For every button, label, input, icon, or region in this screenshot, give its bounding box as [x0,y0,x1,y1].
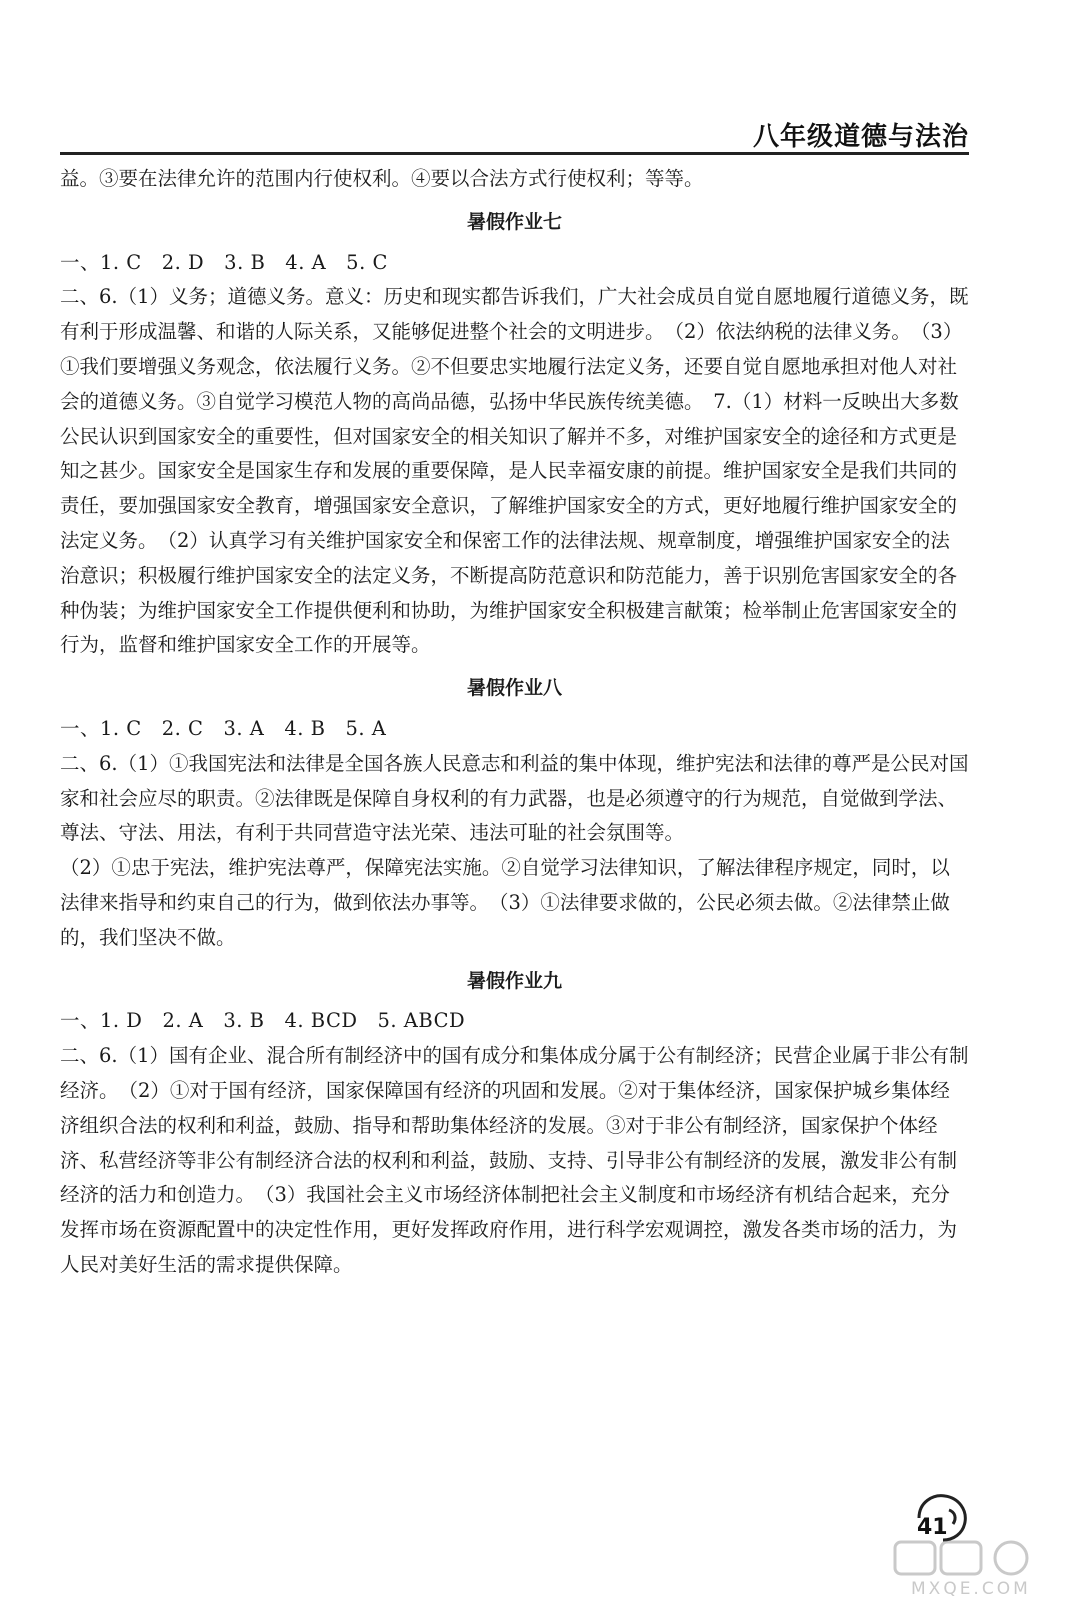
mc-answers-7: 一、1. C 2. D 3. B 4. A 5. C [60,250,388,274]
answer-paragraph-9: 二、6.（1）国有企业、混合所有制经济中的国有成分和集体成分属于公有制经济；民营企业属于非公有制经济。 （2）①对于国有经济，国家保障国有经济的巩固和发展。②对于集体经济，国家保护城乡集体经济组织合法的权利和利益，鼓励、指导和帮助集体经济的发展。③对于非公有制经济，国家保护个体经济、私营经济等非公有制经济合法的权利和利益，鼓励、支持、引导非公有制经济的发展，激发非公有制经济的活力和创造力。 （3）我国社会主义市场经济体制把社会主义制度和市场经济有机结合起来，充分发挥市场在资源配置中的决定性作用，更好发挥政府作用，进行科学宏观调控，激发各类市场的活力，为人民对美好生活的需求提供保障。 [60,1044,969,1276]
page-number-badge [913,1488,971,1546]
watermark-text: MXQE.COM [911,1579,1031,1598]
intro-paragraph: 益。③要在法律允许的范围内行使权利。④要以合法方式行使权利；等等。 [60,167,704,190]
watermark-logo [891,1540,1081,1598]
page-number: 41 [917,1515,948,1540]
page-header-title: 八年级道德与法治 [752,122,969,152]
answer-paragraph-7: 二、6.（1）义务；道德义务。意义：历史和现实都告诉我们，广大社会成员自觉自愿地履行道德义务，既有利于形成温馨、和谐的人际关系，又能够促进整个社会的文明进步。 （2）依法纳税的法律义务。 （3）①我们要增强义务观念，依法履行义务。②不但要忠实地履行法定义务，还要自觉自愿地承担对他人对社会的道德义务。③自觉学习模范人物的高尚品德，弘扬中华民族传统美德。 7.（1）材料一反映出大多数公民认识到国家安全的重要性，但对国家安全的相关知识了解并不多，对维护国家安全的途径和方式更是知之甚少。国家安全是国家生存和发展的重要保障，是人民幸福安康的前提。维护国家安全是我们共同的责任，要加强国家安全教育，增强国家安全意识，了解维护国家安全的方式，更好地履行维护国家安全的法定义务。 （2）认真学习有关维护国家安全和保密工作的法律法规、规章制度，增强维护国家安全的法治意识；积极履行维护国家安全的法定义务，不断提高防范意识和防范能力，善于识别危害国家安全的各种伪装；为维护国家安全工作提供便利和协助，为维护国家安全积极建言献策；检举制止危害国家安全的行为，监督和维护国家安全工作的开展等。 [60,285,969,657]
mc-answers-8: 一、1. C 2. C 3. A 4. B 5. A [60,716,387,740]
answer-paragraph-8a: 二、6.（1）①我国宪法和法律是全国各族人民意志和利益的集中体现，维护宪法和法律的尊严是公民对国家和社会应尽的职责。②法律既是保障自身权利的有力武器，也是必须遵守的行为规范，自觉做到学法、尊法、守法、用法，有利于共同营造守法光荣、违法可耻的社会氛围等。 [60,751,969,845]
section-title-9: 暑假作业九 [466,969,562,992]
mc-answers-9: 一、1. D 2. A 3. B 4. BCD 5. ABCD [60,1009,466,1033]
section-title-8: 暑假作业八 [466,677,562,700]
header-divider [60,152,969,155]
section-title-7: 暑假作业七 [466,210,562,233]
answer-paragraph-8b: （2）①忠于宪法，维护宪法尊严，保障宪法实施。②自觉学习法律知识，了解法律程序规定，同时，以法律来指导和约束自己的行为，做到依法办事等。 （3）①法律要求做的，公民必须去做。②法律禁止做的，我们坚决不做。 [60,856,950,949]
answer-content [60,162,969,1283]
